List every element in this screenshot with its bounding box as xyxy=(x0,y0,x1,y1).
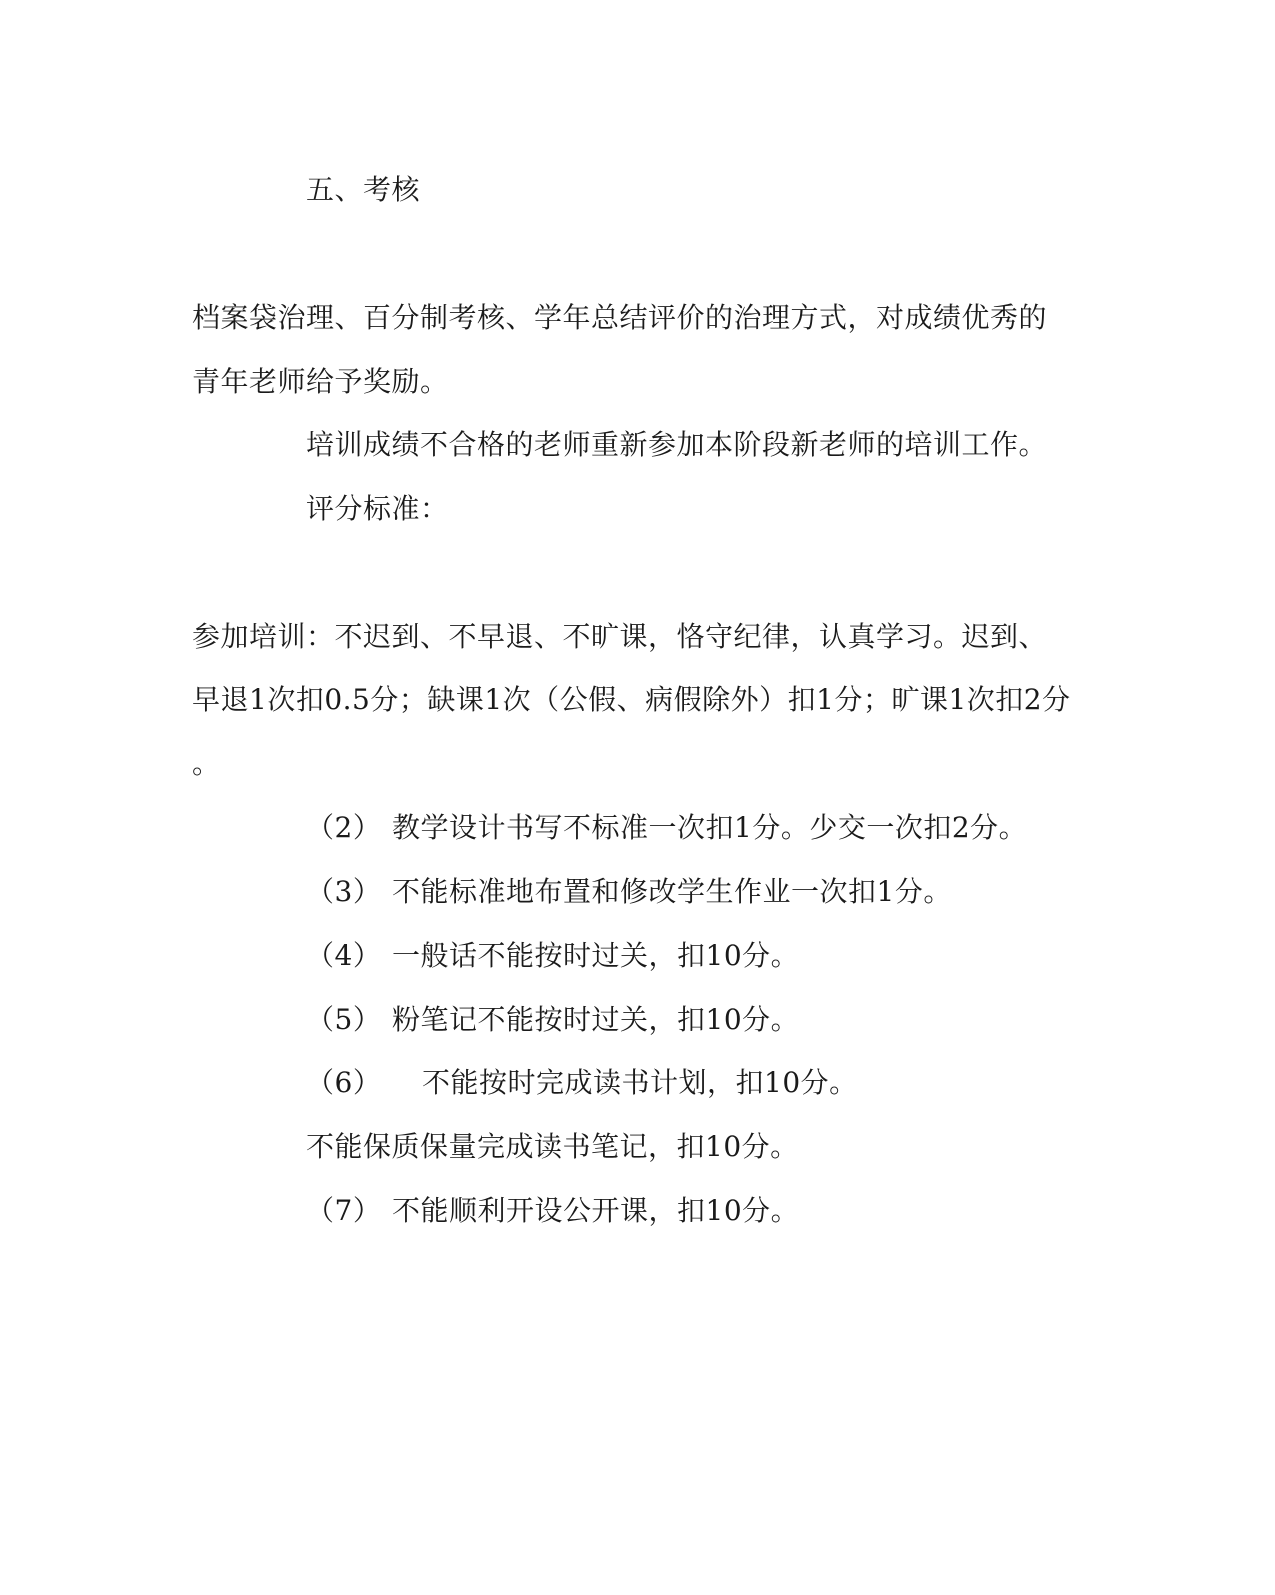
list-item xyxy=(306,1063,858,1103)
list-item-text: 不能标准地布置和修改学生作业一次扣1分。 xyxy=(392,875,952,908)
list-item xyxy=(306,1191,799,1231)
list-item-number: （3） xyxy=(306,875,382,908)
list-item-number: （6） xyxy=(306,1066,382,1099)
list-item xyxy=(306,1000,799,1040)
list-item-number: （7） xyxy=(306,1194,382,1227)
section-heading: 五、考核 xyxy=(306,173,421,206)
list-item-text: 一般话不能按时过关，扣10分。 xyxy=(392,939,800,972)
list-item-text: 不能顺利开设公开课，扣10分。 xyxy=(392,1194,800,1227)
list-item xyxy=(306,872,952,912)
list-item-number: （4） xyxy=(306,939,382,972)
list-item-number: （2） xyxy=(306,811,382,844)
list-item xyxy=(306,808,1027,848)
scoring-label: 评分标准： xyxy=(306,492,449,525)
paragraph-line: 早退1次扣0.5分；缺课1次（公假、病假除外）扣1分；旷课1次扣2分 xyxy=(192,683,1071,716)
list-item-text: 不能按时完成读书计划，扣10分。 xyxy=(422,1066,858,1099)
list-item-text: 粉笔记不能按时过关，扣10分。 xyxy=(392,1003,800,1036)
paragraph-line: 培训成绩不合格的老师重新参加本阶段新老师的培训工作。 xyxy=(306,428,1048,461)
paragraph-line: 参加培训：不迟到、不早退、不旷课，恪守纪律，认真学习。迟到、 xyxy=(192,620,1048,653)
paragraph-line: 档案袋治理、百分制考核、学年总结评价的治理方式，对成绩优秀的 xyxy=(192,301,1048,334)
list-item xyxy=(306,936,799,976)
paragraph-line: 青年老师给予奖励。 xyxy=(192,365,449,398)
paragraph-line: 。 xyxy=(192,747,221,780)
list-item-number: （5） xyxy=(306,1003,382,1036)
list-item-continuation: 不能保质保量完成读书笔记，扣10分。 xyxy=(306,1130,799,1163)
list-item-text: 教学设计书写不标准一次扣1分。少交一次扣2分。 xyxy=(392,811,1028,844)
